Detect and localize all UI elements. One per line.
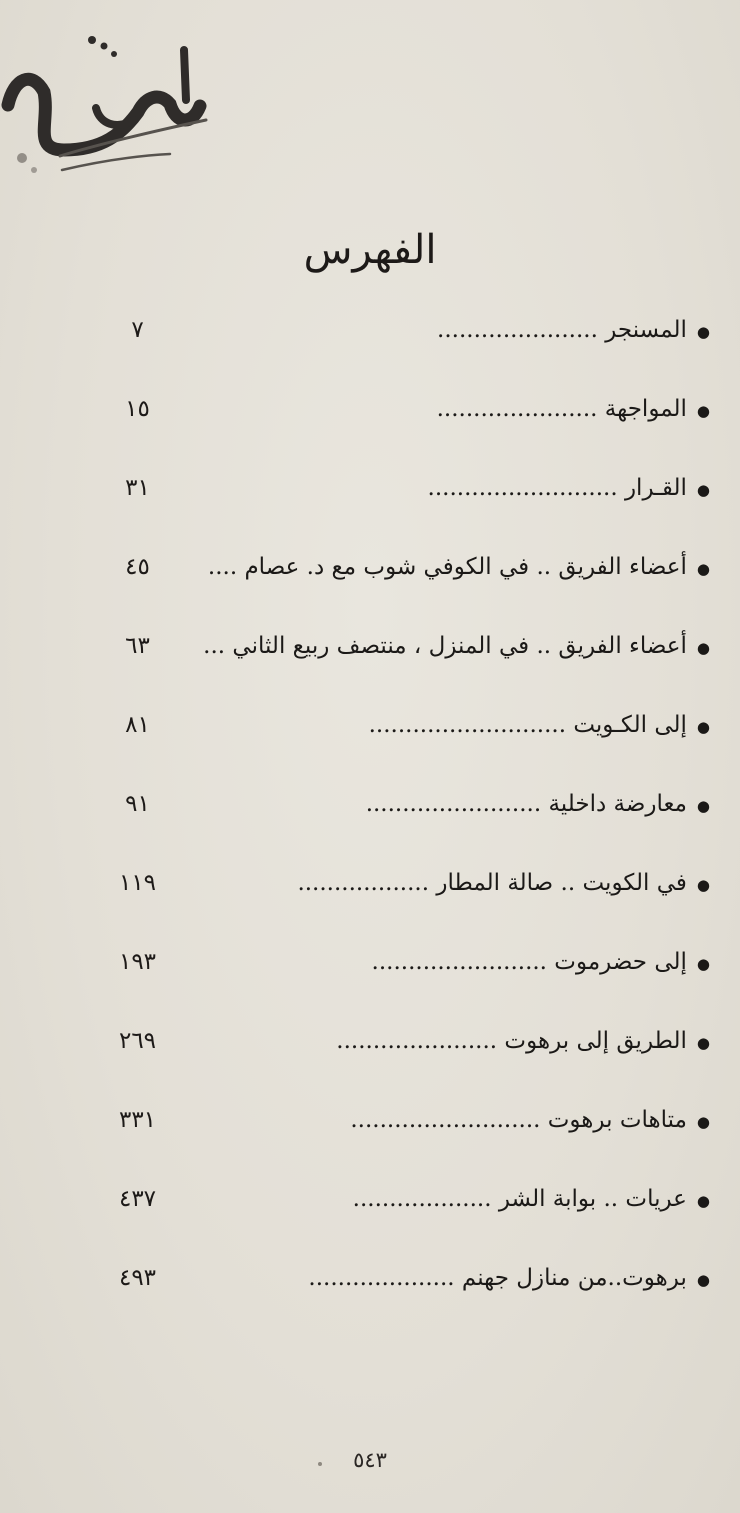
bullet-icon: ● bbox=[696, 560, 710, 578]
toc-entry-title: أعضاء الفريق .. في المنزل ، منتصف ربيع الثاني ... bbox=[203, 633, 687, 659]
toc-entry bbox=[0, 537, 740, 597]
logo-calligraphy-icon bbox=[0, 30, 220, 180]
toc-entry-page: ١٥ bbox=[125, 396, 150, 422]
toc-entry-title: المواجهة ...................... bbox=[436, 396, 687, 422]
toc-entry-page: ٤٥ bbox=[125, 554, 150, 580]
toc-entry bbox=[0, 300, 740, 360]
bullet-icon: ● bbox=[696, 1034, 710, 1052]
toc-entry-page: ٦٣ bbox=[125, 633, 150, 659]
toc-entry-title: برهوت..من منازل جهنم .................... bbox=[308, 1265, 687, 1291]
toc-entry-title: المسنجر ...................... bbox=[437, 317, 687, 343]
toc-entry bbox=[0, 458, 740, 518]
toc-entry-page: ٩١ bbox=[125, 791, 150, 817]
toc-entry bbox=[0, 1090, 740, 1150]
bullet-icon: ● bbox=[696, 402, 710, 420]
toc-entry-page: ٤٣٧ bbox=[118, 1186, 157, 1212]
toc-entry-page: ٣١ bbox=[125, 475, 150, 501]
bullet-icon: ● bbox=[696, 1192, 710, 1210]
toc-entry bbox=[0, 695, 740, 755]
bullet-icon: ● bbox=[696, 323, 710, 341]
toc-entry bbox=[0, 1248, 740, 1308]
toc-entry-title: عريات .. بوابة الشر ................... bbox=[352, 1186, 687, 1212]
bullet-icon: ● bbox=[696, 718, 710, 736]
toc-entry-page: ٣٣١ bbox=[118, 1107, 157, 1133]
bullet-icon: ● bbox=[696, 876, 710, 894]
toc-entry-page: ١٩٣ bbox=[118, 949, 157, 975]
toc-entry-title: إلى حضرموت ........................ bbox=[371, 949, 687, 975]
toc-entry-title: الطريق إلى برهوت ...................... bbox=[336, 1028, 687, 1054]
bullet-icon: ● bbox=[696, 797, 710, 815]
toc-entry-page: ٧ bbox=[131, 317, 144, 343]
toc-entry bbox=[0, 379, 740, 439]
toc-list bbox=[0, 285, 740, 1385]
page-number: ٥٤٣ bbox=[353, 1448, 387, 1472]
toc-entry bbox=[0, 616, 740, 676]
bullet-icon: ● bbox=[696, 1271, 710, 1289]
toc-entry-title: القـرار .......................... bbox=[427, 475, 687, 501]
bullet-icon: ● bbox=[696, 955, 710, 973]
toc-entry bbox=[0, 1011, 740, 1071]
toc-entry-title: متاهات برهوت .......................... bbox=[350, 1107, 687, 1133]
toc-entry-page: ٢٦٩ bbox=[118, 1028, 157, 1054]
toc-entry-title: إلى الكـويت ........................... bbox=[368, 712, 687, 738]
book-logo bbox=[0, 30, 220, 180]
bullet-icon: ● bbox=[696, 481, 710, 499]
toc-entry-page: ١١٩ bbox=[118, 870, 157, 896]
toc-entry-title: معارضة داخلية ........................ bbox=[365, 791, 687, 817]
toc-entry-page: ٤٩٣ bbox=[118, 1265, 157, 1291]
toc-entry bbox=[0, 1169, 740, 1229]
toc-entry bbox=[0, 774, 740, 834]
bullet-icon: ● bbox=[696, 1113, 710, 1131]
toc-entry bbox=[0, 932, 740, 992]
toc-title: الفهرس bbox=[303, 227, 437, 273]
toc-entry bbox=[0, 853, 740, 913]
toc-entry-page: ٨١ bbox=[125, 712, 150, 738]
bullet-icon: ● bbox=[696, 639, 710, 657]
toc-entry-title: أعضاء الفريق .. في الكوفي شوب مع د. عصام .... bbox=[207, 554, 687, 580]
toc-entry-title: في الكويت .. صالة المطار .................. bbox=[297, 870, 687, 896]
